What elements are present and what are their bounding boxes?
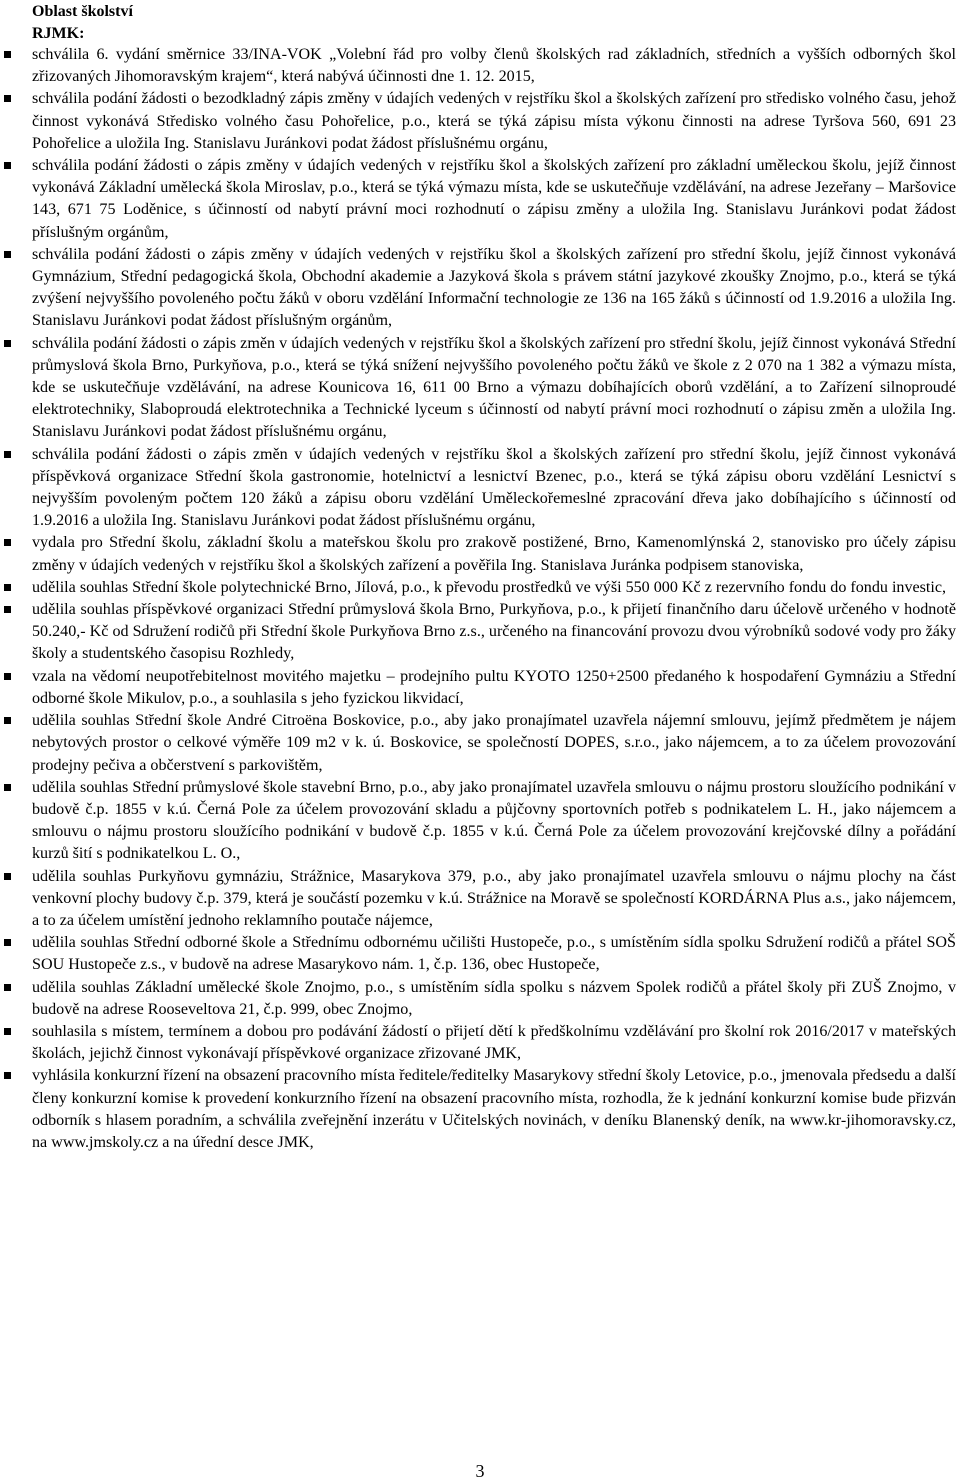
square-bullet-icon [4, 340, 11, 347]
resolution-text: schválila podání žádosti o zápis změny v údajích vedených v rejstříku škol a školských zařízení pro střední školu, jejíž činnost vykonává Gymnázium, Střední pedagogická škola, Obchodní akademie a Jazyková škola s právem státní jazykové zkoušky Znojmo, p.o., která se týká zvýšení nejvyššího povoleného počtu žáků v oboru vzdělání Informační technologie ze 136 na 165 žáků s účinností od 1.9.2016 a uložila Ing. Stanislavu Juránkovi podat žádost příslušným orgánům, [32, 245, 956, 330]
square-bullet-icon [4, 251, 11, 258]
section-subtitle: RJMK: [32, 24, 85, 42]
resolution-text: schválila podání žádosti o zápis změny v údajích vedených v rejstříku škol a školských zařízení pro základní uměleckou školu, jejíž činnost vykonává Základní umělecká škola Miroslav, p.o., která se týká výmazu místa, kde se uskutečňuje vzdělávání, na adrese Jezeřany – Maršovice 143, 671 75 Loděnice, s účinností od nabytí právní moci rozhodnutí o zápisu změny a uložila Ing. Stanislavu Juránkovi podat žádost příslušným orgánům, [32, 157, 956, 241]
resolution-item [32, 244, 956, 333]
resolution-item [32, 88, 956, 155]
resolution-text: udělila souhlas příspěvkové organizaci Střední průmyslová škola Brno, Purkyňova, p.o., k přijetí finančního daru účelově určeného v hodnotě 50.240,- Kč od Sdružení rodičů při Střední škole Purkyňova Brno z.s., určeného na financování provozu dvou výrobníků sodové vody pro žáky školy a studentského časopisu Rozhledy, [32, 601, 956, 663]
square-bullet-icon [4, 1028, 11, 1035]
resolution-text: udělila souhlas Základní umělecké škole Znojmo, p.o., s umístěním sídla spolku s názvem Spolek rodičů a přátel školy při ZUŠ Znojmo, v budově na adrese Rooseveltova 21, č.p. 999, obec Znojmo, [32, 978, 956, 1018]
square-bullet-icon [4, 95, 11, 102]
resolution-item [32, 977, 956, 1021]
square-bullet-icon [4, 1072, 11, 1079]
resolution-item [32, 1021, 956, 1065]
square-bullet-icon [4, 984, 11, 991]
resolution-item [32, 532, 956, 576]
resolution-text: schválila podání žádosti o zápis změn v údajích vedených v rejstříku škol a školských zařízení pro střední školu, jejíž činnost vykonává Střední průmyslová škola Brno, Purkyňova, p.o., která se týká snížení nejvyššího povoleného počtu žáků ve škole z 2 070 na 1 382 a výmazu místa, kde se uskutečňuje vzdělávání, na adrese Kounicova 16, 611 00 Brno a výmazu dobíhajících oborů vzdělání, a to Zařízení silnoproudé elektrotechniky, Slaboproudá elektrotechnika a Technické lyceum s účinností od nabytí právní moci rozhodnutí o zápisu změn a uložila Ing. Stanislavu Juránkovi podat žádost příslušnému orgánu, [32, 334, 956, 441]
resolution-text: schválila 6. vydání směrnice 33/INA-VOK „Volební řád pro volby členů školských rad základních, středních a vyšších odborných škol zřizovaných Jihomoravským krajem“, která nabývá účinnosti dne 1. 12. 2015, [32, 46, 956, 86]
square-bullet-icon [4, 717, 11, 724]
resolution-item [32, 333, 956, 444]
page-number: 3 [475, 1461, 485, 1481]
resolution-item [32, 155, 956, 244]
resolution-item [32, 44, 956, 88]
resolution-list [32, 44, 956, 1154]
square-bullet-icon [4, 606, 11, 613]
resolution-text: udělila souhlas Střední odborné škole a Střednímu odbornému učilišti Hustopeče, p.o., s umístěním sídla spolku Sdružení rodičů a přátel SOŠ SOU Hustopeče z.s., v budově na adrese Masarykovo nám. 1, č.p. 136, obec Hustopeče, [32, 934, 956, 974]
resolution-text: vydala pro Střední školu, základní školu a mateřskou školu pro zrakově postižené, Brno, Kamenomlýnská 2, stanovisko pro účely zápisu změny v údajích vedených v rejstříku škol a školských zařízení a pověřila Ing. Stanislava Juránka podpisem stanoviska, [32, 534, 956, 574]
resolution-item [32, 710, 956, 777]
resolution-text: udělila souhlas Střední průmyslové škole stavební Brno, p.o., aby jako pronajímatel uzavřela smlouvu o nájmu prostoru sloužícího podnikání v budově č.p. 1855 v k.ú. Černá Pole za účelem provozování skladu a půjčovny sportovních potřeb s podnikatelem L. H., jako nájemcem a smlouvu o nájmu prostoru sloužícího podnikání v budově č.p. 1855 v k.ú. Černá Pole za účelem provozování krejčovské dílny a pořádání kurzů šití s podnikatelkou L. O., [32, 778, 956, 863]
resolution-text: udělila souhlas Purkyňovu gymnáziu, Strážnice, Masarykova 379, p.o., aby jako pronajímatel uzavřela smlouvu o nájmu plochy na část venkovní plochy budovy č.p. 379, která je součástí pozemku v k.ú. Strážnice na Moravě se společností KORDÁRNA Plus a.s., jako nájemcem, a to za účelem umístění jednoho reklamního poutače nájemce, [32, 867, 956, 929]
resolution-item [32, 1065, 956, 1154]
resolution-text: schválila podání žádosti o zápis změn v údajích vedených v rejstříku škol a školských zařízení pro střední školu, jejíž činnost vykonává příspěvková organizace Střední škola gastronomie, hotelnictví a lesnictví Bzenec, p.o., která se týká zápisu oboru vzdělání Lesnictví s nejvyšším povoleným počtem 120 žáků a zápisu oboru vzdělání Uměleckořemeslné zpracování dřeva jako dobíhajícího s účinností od 1.9.2016 a uložila Ing. Stanislavu Juránkovi podat žádost příslušnému orgánu, [32, 445, 956, 530]
section-title: Oblast školství [32, 3, 133, 20]
resolution-item [32, 866, 956, 933]
square-bullet-icon [4, 673, 11, 680]
square-bullet-icon [4, 539, 11, 546]
resolution-item [32, 444, 956, 533]
resolution-text: udělila souhlas Střední škole polytechnické Brno, Jílová, p.o., k převodu prostředků ve výši 550 000 Kč z rezervního fondu do fondu investic, [32, 578, 947, 596]
resolution-text: souhlasila s místem, termínem a dobou pro podávání žádostí o přijetí dětí k předškolnímu vzdělávání pro školní rok 2016/2017 v mateřských školách, jejichž činnost vykonávají příspěvkové organizace zřizované JMK, [32, 1022, 956, 1063]
document-page [32, 0, 956, 1154]
square-bullet-icon [4, 873, 11, 880]
square-bullet-icon [4, 51, 11, 58]
resolution-item [32, 666, 956, 710]
resolution-item [32, 577, 956, 599]
resolution-item [32, 932, 956, 976]
resolution-item [32, 599, 956, 666]
resolution-text: vyhlásila konkurzní řízení na obsazení pracovního místa ředitele/ředitelky Masarykovy střední školy Letovice, p.o., jmenovala předsedu a další členy konkurzní komise k provedení konkurzního řízení na obsazení pracovního místa, rozhodla, že k jednání konkurzní komise bude přizván odborník s hlasem poradním, a schválila zveřejnění inzerátu v Učitelských novinách, v deníku Blanenský deník, na www.kr-jihomoravsky.cz, na www.jmskoly.cz a na úřední desce JMK, [32, 1067, 956, 1151]
resolution-text: vzala na vědomí neupotřebitelnost movitého majetku – prodejního pultu KYOTO 1250+2500 předaného k hospodaření Gymnáziu a Střední odborné škole Mikulov, p.o., a souhlasila s jeho fyzickou likvidací, [32, 667, 956, 707]
square-bullet-icon [4, 162, 11, 169]
resolution-item [32, 777, 956, 866]
square-bullet-icon [4, 784, 11, 791]
square-bullet-icon [4, 584, 11, 591]
resolution-text: schválila podání žádosti o bezodkladný zápis změny v údajích vedených v rejstříku škol a školských zařízení pro středisko volného času, jehož činnost vykonává Středisko volného času Pohořelice, p.o., která se týká zápisu místa výkonu činnosti na adrese Tyršova 560, 691 23 Pohořelice a uložila Ing. Stanislavu Juránkovi podat žádost příslušnému orgánu, [32, 90, 956, 152]
resolution-text: udělila souhlas Střední škole André Citroëna Boskovice, p.o., aby jako pronajímatel uzavřela nájemní smlouvu, jejímž předmětem je nájem nebytových prostor o celkové výměře 109 m2 v k. ú. Boskovice, se společností DOPES, s.r.o., jako nájemcem, a to za účelem provozování prodejny pečiva a občerstvení s parkovištěm, [32, 712, 956, 774]
square-bullet-icon [4, 939, 11, 946]
square-bullet-icon [4, 451, 11, 458]
